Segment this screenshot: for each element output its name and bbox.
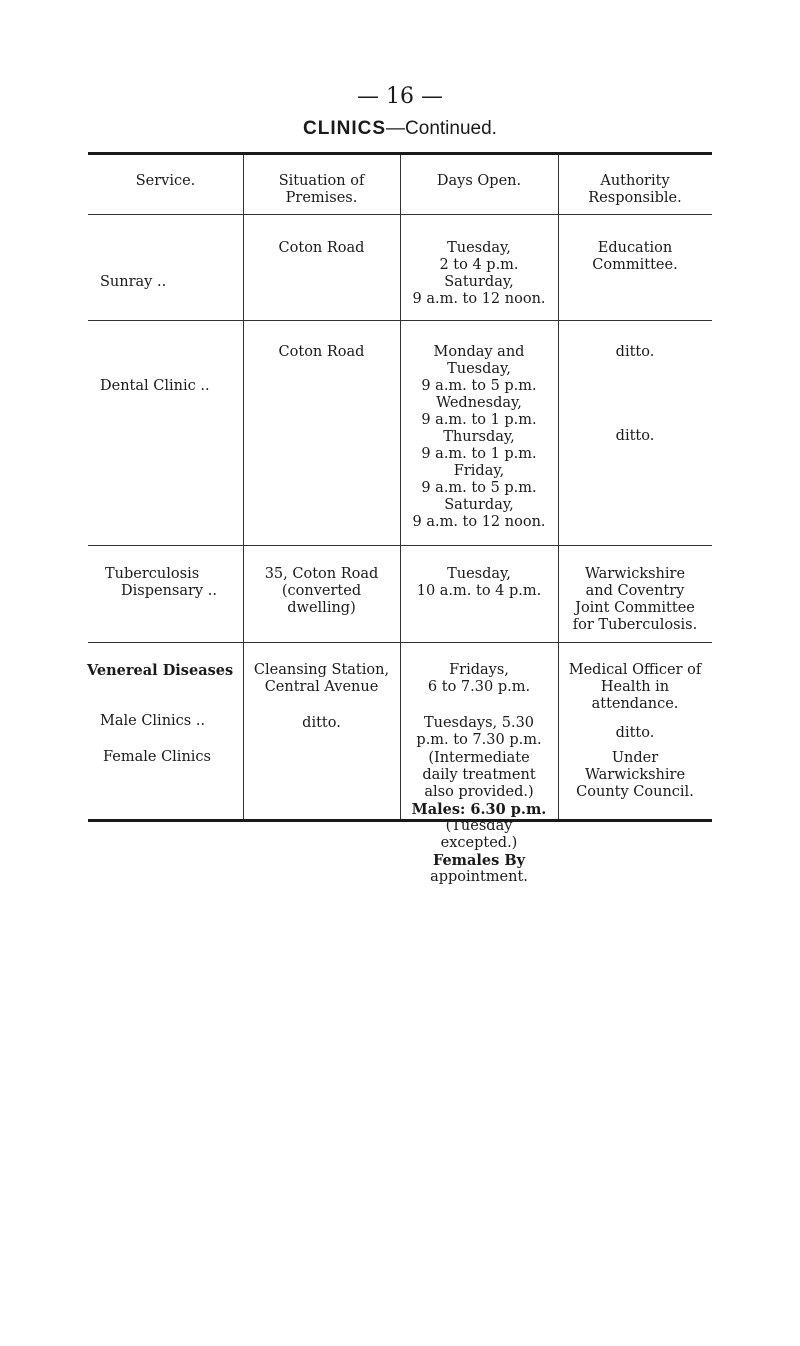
page-number: — 16 — (357, 84, 443, 109)
row-vd-service-male: Male Clinics .. (100, 713, 206, 729)
row-vd-situation: Cleansing Station, Central Avenue (253, 662, 390, 695)
row-tb-service: Tuberculosis Dispensary .. (105, 566, 217, 599)
row-sunray-situation: Coton Road (278, 240, 365, 256)
header-situation: Situation of Premises. (278, 173, 365, 206)
header-separator (88, 214, 712, 215)
row-dental-situation: Coton Road (278, 344, 365, 360)
row-vd-days-male: Fridays, 6 to 7.30 p.m. (427, 662, 531, 695)
row-dental-authority-2: ditto. (615, 428, 655, 444)
row-vd-authority: Medical Officer of Health in attendance. (568, 662, 702, 712)
row-sunray-service: Sunray .. (100, 274, 167, 290)
row-vd-service-female: Female Clinics (103, 749, 211, 765)
header-authority: Authority Responsible. (588, 173, 682, 206)
row-tb-authority: Warwickshire and Coventry Joint Committee for Tuberculosis. (572, 566, 698, 633)
row-tb-situation: 35, Coton Road (converted dwelling) (264, 566, 379, 616)
row-separator-3 (88, 642, 712, 643)
row-tb-days: Tuesday, 10 a.m. to 4 p.m. (416, 566, 542, 599)
row-vd-situation-ditto: ditto. (302, 715, 341, 731)
row-vd-authority-ditto: ditto. (615, 725, 655, 741)
header-service: Service. (135, 173, 196, 189)
row-dental-service: Dental Clinic .. (100, 378, 210, 394)
row-separator-1 (88, 320, 712, 321)
row-vd-days-female: Tuesdays, 5.30 p.m. to 7.30 p.m. (416, 715, 542, 748)
row-separator-2 (88, 545, 712, 546)
row-dental-authority-1: ditto. (615, 344, 655, 360)
page-heading (0, 118, 800, 140)
heading-continued: —Continued. (386, 118, 497, 139)
row-sunray-days: Tuesday, 2 to 4 p.m. Saturday, 9 a.m. to 12 noon. (412, 240, 546, 307)
row-dental-days: Monday and Tuesday, 9 a.m. to 5 p.m. Wednesday, 9 a.m. to 1 p.m. Thursday, 9 a.m. to 1 p.m. Friday, 9 a.m. to 5 p.m. Saturday, 9 a.m. to 12 noon. (412, 344, 546, 530)
row-sunray-authority: Education Committee. (592, 240, 678, 273)
header-days: Days Open. (436, 173, 522, 189)
row-vd-authority-under: Under Warwickshire County Council. (576, 750, 694, 800)
row-vd-days-notes: (Intermediate daily treatment also provided.) Males: 6.30 p.m. (Tuesday excepted.) Females By appointment. (411, 750, 547, 885)
heading-title: CLINICS (303, 118, 387, 139)
row-vd-service-title: Venereal Diseases (87, 662, 234, 679)
